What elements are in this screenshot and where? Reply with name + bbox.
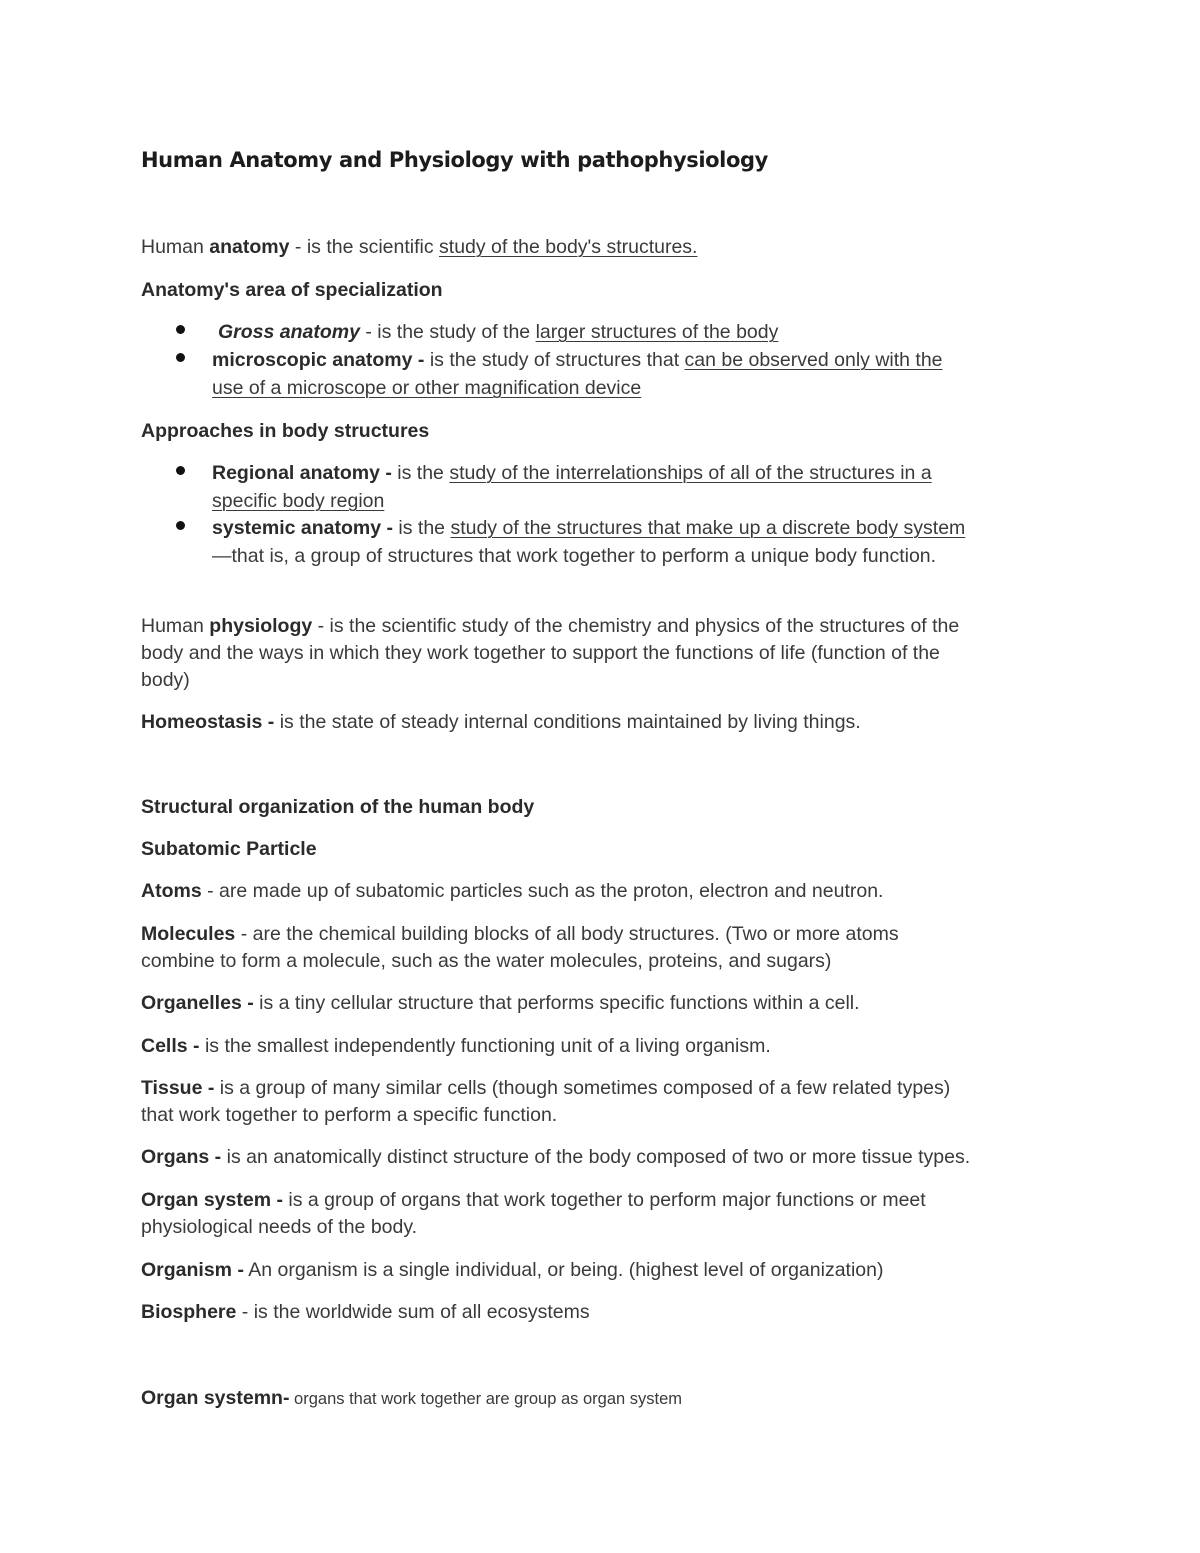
- microscopic-anatomy-link-line2: use of a microscope or other magnification device: [212, 377, 642, 399]
- organism-text: An organism is a single individual, or being. (highest level of organization): [243, 1259, 884, 1281]
- tissue-term: Tissue -: [141, 1077, 215, 1099]
- homeostasis-term: Homeostasis -: [141, 711, 275, 733]
- subatomic-heading: Subatomic Particle: [141, 838, 317, 860]
- anatomy-term: anatomy: [209, 236, 290, 258]
- physiology-text-line3: body): [141, 669, 190, 691]
- organelles-text: is a tiny cellular structure that performs specific functions within a cell.: [253, 992, 860, 1014]
- specialization-heading: Anatomy's area of specialization: [141, 279, 443, 301]
- tissue-definition: [141, 1075, 950, 1102]
- systemic-anatomy-term: systemic anatomy -: [212, 517, 393, 539]
- microscopic-anatomy-link-line1: can be observed only with the: [684, 349, 943, 371]
- organs-definition: [141, 1144, 970, 1171]
- atoms-term: Atoms: [141, 880, 202, 902]
- organ-systemn-term: Organ systemn-: [141, 1387, 290, 1409]
- systemic-anatomy-link-text: study of the structures that make up a discrete body system: [450, 517, 966, 539]
- homeostasis-text: is the state of steady internal conditions maintained by living things.: [274, 711, 861, 733]
- anatomy-link-text: study of the body's structures.: [439, 236, 698, 258]
- gross-anatomy-link-text: larger structures of the body: [535, 321, 779, 343]
- tissue-text-line2: that work together to perform a specific function.: [141, 1104, 558, 1126]
- gross-anatomy-term: Gross anatomy: [218, 321, 360, 343]
- atoms-text: - are made up of subatomic particles such as the proton, electron and neutron.: [201, 880, 884, 902]
- bullet-icon: [176, 325, 185, 334]
- organelles-definition: [141, 990, 860, 1017]
- organ-systemn-text: organs that work together are group as organ system: [289, 1390, 683, 1408]
- anatomy-definition: [141, 234, 697, 261]
- molecules-text-line2: combine to form a molecule, such as the water molecules, proteins, and sugars): [141, 950, 832, 972]
- regional-anatomy-sep: is the: [391, 462, 450, 484]
- regional-anatomy-link-line2: specific body region: [212, 490, 385, 512]
- page-title: Human Anatomy and Physiology with pathophysiology: [141, 148, 768, 172]
- organ-system-text-line2: physiological needs of the body.: [141, 1216, 418, 1238]
- organs-term: Organs -: [141, 1146, 222, 1168]
- physiology-text-line2: body and the ways in which they work together to support the functions of life (function of the: [141, 642, 940, 664]
- organelles-term: Organelles -: [141, 992, 254, 1014]
- organ-system-term: Organ system -: [141, 1189, 283, 1211]
- gross-anatomy-sep: - is the study of the: [359, 321, 536, 343]
- molecules-text-line1: - are the chemical building blocks of all body structures. (Two or more atoms: [235, 923, 899, 945]
- gross-anatomy-item: [218, 319, 778, 346]
- organ-systemn-definition: [141, 1385, 682, 1413]
- molecules-term: Molecules: [141, 923, 236, 945]
- organ-system-definition: [141, 1187, 926, 1214]
- cells-term: Cells -: [141, 1035, 200, 1057]
- biosphere-term: Biosphere: [141, 1301, 237, 1323]
- organs-text: is an anatomically distinct structure of the body composed of two or more tissue types.: [221, 1146, 971, 1168]
- bullet-icon: [176, 353, 185, 362]
- systemic-anatomy-item: [212, 515, 965, 542]
- anatomy-sep: - is the scientific: [289, 236, 440, 258]
- systemic-anatomy-line2: —that is, a group of structures that work together to perform a unique body function.: [212, 545, 937, 567]
- structural-heading: Structural organization of the human body: [141, 796, 535, 818]
- organ-system-text-line1: is a group of organs that work together to perform major functions or meet: [282, 1189, 926, 1211]
- biosphere-text: - is the worldwide sum of all ecosystems: [236, 1301, 590, 1323]
- physiology-definition: [141, 613, 959, 640]
- organism-term: Organism -: [141, 1259, 244, 1281]
- regional-anatomy-link-line1: study of the interrelationships of all of the structures in a: [449, 462, 932, 484]
- approaches-heading: Approaches in body structures: [141, 420, 430, 442]
- biosphere-definition: [141, 1299, 590, 1326]
- microscopic-anatomy-item: [212, 347, 943, 374]
- physiology-lead: Human: [141, 615, 210, 637]
- physiology-term: physiology: [209, 615, 313, 637]
- regional-anatomy-term: Regional anatomy -: [212, 462, 392, 484]
- bullet-icon: [176, 466, 185, 475]
- cells-text: is the smallest independently functioning unit of a living organism.: [199, 1035, 771, 1057]
- organism-definition: [141, 1257, 883, 1284]
- tissue-text-line1: is a group of many similar cells (though sometimes composed of a few related types): [214, 1077, 951, 1099]
- bullet-icon: [176, 521, 185, 530]
- atoms-definition: [141, 878, 883, 905]
- molecules-definition: [141, 921, 899, 948]
- anatomy-lead: Human: [141, 236, 210, 258]
- homeostasis-definition: [141, 709, 861, 736]
- regional-anatomy-item: [212, 460, 932, 487]
- cells-definition: [141, 1033, 771, 1060]
- physiology-text-line1: - is the scientific study of the chemistry and physics of the structures of the: [312, 615, 960, 637]
- microscopic-anatomy-term: microscopic anatomy -: [212, 349, 425, 371]
- microscopic-anatomy-sep: is the study of structures that: [424, 349, 685, 371]
- systemic-anatomy-sep: is the: [393, 517, 451, 539]
